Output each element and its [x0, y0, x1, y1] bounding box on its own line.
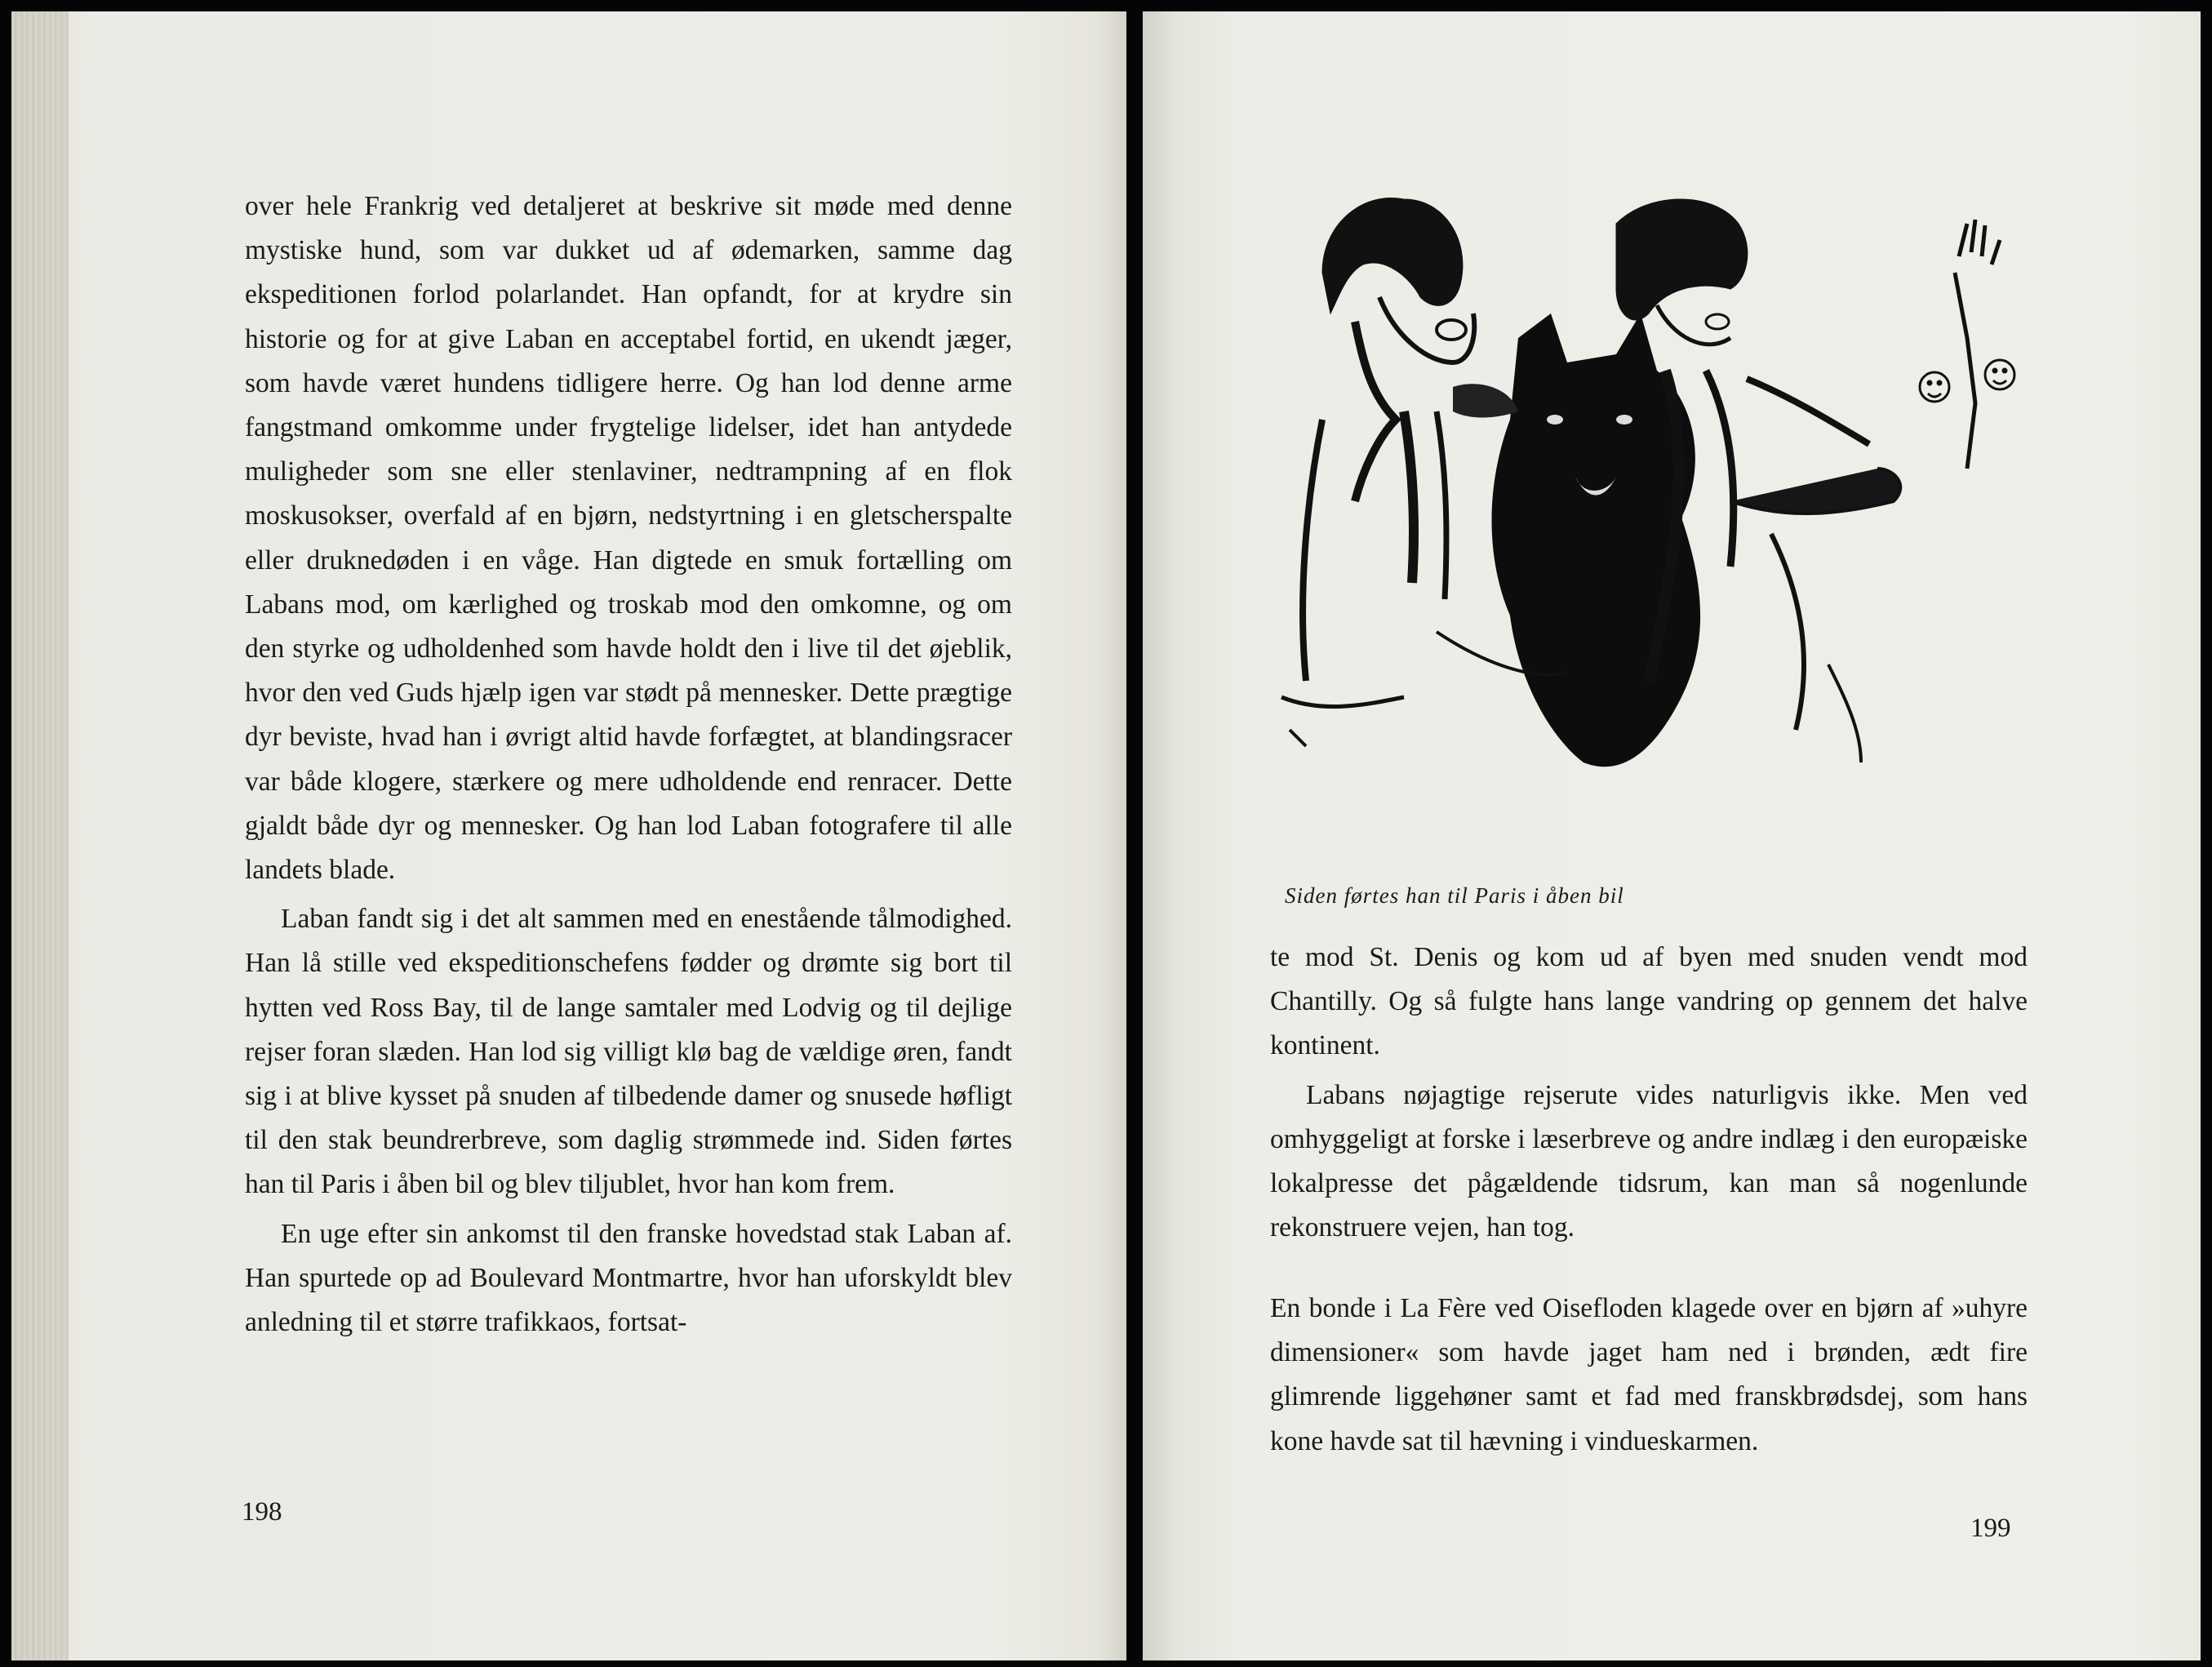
- page-number: 198: [242, 1497, 282, 1527]
- page-edges: [11, 11, 69, 1660]
- right-page-text-lower: [1270, 1287, 2028, 1464]
- left-page-text: [245, 184, 1012, 1345]
- ink-illustration: [1273, 175, 2024, 852]
- paragraph: over hele Frankrig ved detaljeret at beskrive sit møde med denne mystiske hund, som var dukket ud af ødemarken, samme dag ekspeditionen forlod polarlandet. Han opfandt, for at krydre sin historie og for at give Laban en acceptabel fortid, en ukendt jæger, som havde været hundens tidligere herre. Og han lod denne arme fangstmand omkomme under frygtelige lidelser, idet han antydede muligheder som sne eller stenlaviner, nedtrampning af en flok moskusokser, overfald af en bjørn, nedstyrtning i en gletscherspalte eller druknedøden i en våge. Han digtede en smuk fortælling om Labans mod, om kærlighed og troskab mod den omkomne, og om den styrke og udholdenhed som havde holdt den i live til det øjeblik, hvor den ved Guds hjælp igen var stødt på mennesker. Dette prægtige dyr beviste, hvad han i øvrigt altid havde forfægtet, at blandingsracer var både klogere, stærkere og mere udholdende end renracer. Dette gjaldt både dyr og mennesker. Og han lod Laban fotografere til alle landets blade.: [245, 191, 1012, 886]
- paragraph: Labans nøjagtige rejserute vides naturligvis ikke. Men ved omhyggeligt at forske i læserbreve og andre indlæg i den europæiske lokalpresse det pågældende tidsrum, kan man så nogenlunde rekonstruere vejen, han tog.: [1270, 1079, 2028, 1243]
- paragraph: te mod St. Denis og kom ud af byen med snuden vendt mod Chantilly. Og så fulgte hans lange vandring op gennem det halve kontinent.: [1270, 942, 2028, 1061]
- right-page: [1143, 11, 2201, 1660]
- background-faces: [1920, 220, 2014, 469]
- paragraph: En uge efter sin ankomst til den franske hovedstad stak Laban af. Han spurtede op ad Boulevard Montmartre, hvor han uforskyldt blev anledning til et større trafikkaos, fortsat-: [245, 1218, 1012, 1338]
- paragraph: En bonde i La Fère ved Oisefloden klagede over en bjørn af »uhyre dimensioner« som havde jaget ham ned i brønden, ædt fire glimrende liggehøner samt et fad med franskbrødsdej, som hans kone havde sat til hævning i vindueskarmen.: [1270, 1293, 2028, 1456]
- man-left-figure: [1281, 198, 1474, 746]
- ink-stroke: [1828, 665, 1861, 762]
- illustration-caption: Siden førtes han til Paris i åben bil: [1285, 883, 1624, 908]
- left-page: [11, 11, 1126, 1660]
- paragraph: Laban fandt sig i det alt sammen med en enestående tålmodighed. Han lå stille ved ekspeditionschefens fødder og drømte sig bort til hytten ved Ross Bay, til de lange samtaler med Lodvig og til dejlige rejser foran slæden. Han lod sig villigt klø bag de vældige øren, fandt sig i at blive kysset på snuden af tilbedende damer og snusede høfligt til den stak beundrerbreve, som daglig strømmede ind. Siden førtes han til Paris i åben bil og blev tiljublet, hvor han kom frem.: [245, 904, 1012, 1200]
- right-page-text-upper: [1270, 936, 2028, 1250]
- page-number: 199: [1970, 1514, 2011, 1543]
